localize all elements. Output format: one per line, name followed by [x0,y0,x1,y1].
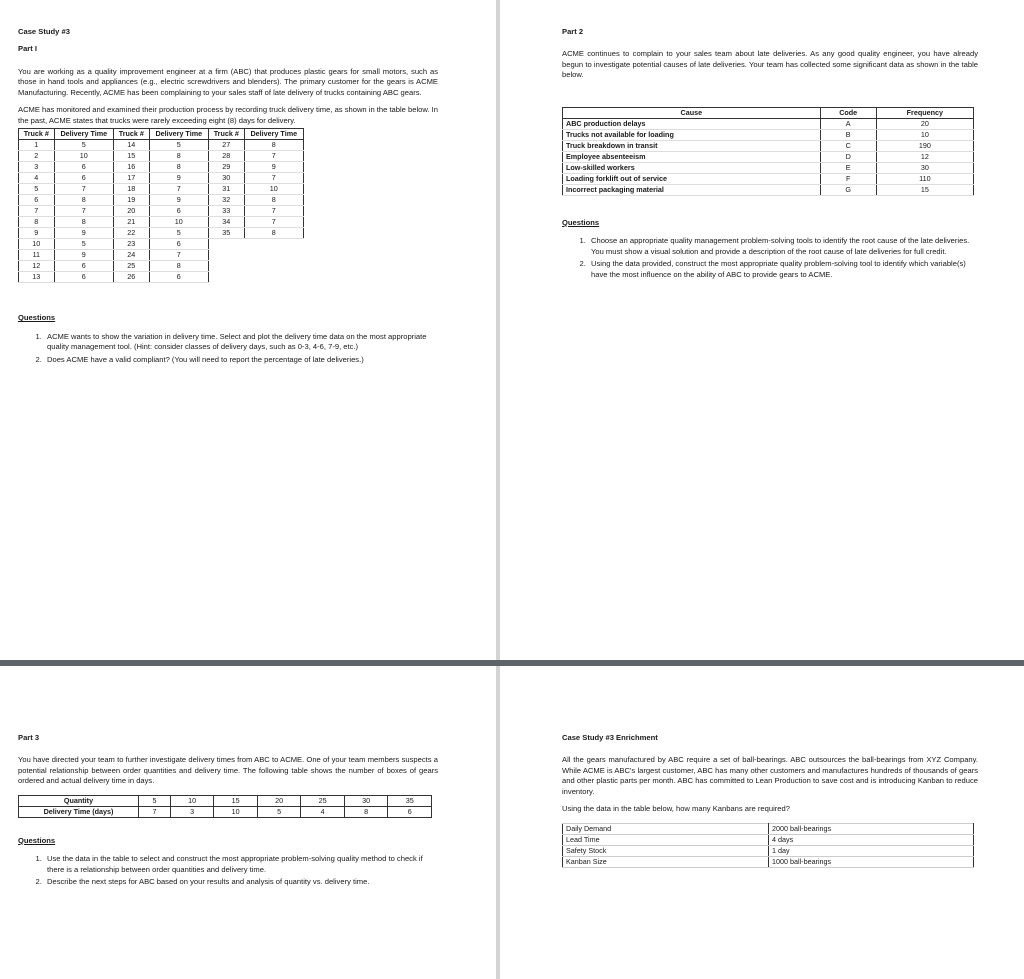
table-cell: 12 [19,261,55,272]
table-cell: 34 [208,217,244,228]
table-cell: 20 [113,206,149,217]
col-header: Cause [563,107,821,118]
table-cell: 15 [876,184,973,195]
list-item: 1. ACME wants to show the variation in delivery time. Select and plot the delivery time data on the most appropriate quality management tool. (Hint: consider classes of delivery days, such as 0-3, 4-6, 7-9, etc.) [44,332,438,353]
table-cell: 6 [149,272,208,283]
table-cell: 33 [208,206,244,217]
table-cell: 4 [19,173,55,184]
table-cell: 27 [208,140,244,151]
table-cell: 10 [149,217,208,228]
enrichment-intro: All the gears manufactured by ABC require a set of ball-bearings. ABC outsources the ball-bearings from XYZ Company. While ACME is ABC's largest customer, ABC has many other customers and manufactures hundreds of thousands of gears and other plastic parts per month. ABC has committed to Lean Production to save cost and is introducing Kanban to reduce inventory. [562,755,978,796]
part2-title: Part 2 [562,27,584,36]
part2-questions-heading: Questions [562,217,600,227]
table-cell: 18 [113,184,149,195]
table-header-row [563,107,974,118]
table-cell: 3 [19,162,55,173]
table-cell: 5 [149,140,208,151]
table-row [19,195,304,206]
row-label: Quantity [19,795,139,806]
empty-cell [208,250,303,261]
table-cell: 8 [244,195,303,206]
table-cell: 190 [876,140,973,151]
table-cell: G [820,184,876,195]
table-row [563,834,974,845]
table-cell: 25 [301,795,345,806]
table-cell: 11 [19,250,55,261]
table-row [19,184,304,195]
row-label: Delivery Time (days) [19,806,139,817]
table-cell: 3 [170,806,214,817]
table-cell: 7 [244,217,303,228]
table-cell: 35 [208,228,244,239]
table-cell: 8 [244,228,303,239]
table-cell: 9 [149,173,208,184]
table-cell: 21 [113,217,149,228]
table-cell: 8 [19,217,55,228]
col-header: Delivery Time [244,129,303,140]
table-cell: 10 [244,184,303,195]
table-cell: 12 [876,151,973,162]
enrichment-question: Using the data in the table below, how many Kanbans are required? [562,804,790,814]
list-item: 2. Describe the next steps for ABC based on your results and analysis of quantity vs. delivery time. [44,877,438,887]
table-cell: 6 [54,261,113,272]
table-cell: Loading forklift out of service [563,173,821,184]
table-cell: E [820,162,876,173]
list-item: 1. Choose an appropriate quality management problem-solving tools to identify the root cause of the late deliveries. You must show a visual solution and provide a description of the root cause of late deliveries for full credit. [588,236,978,257]
empty-cell [208,261,303,272]
table-cell: 7 [244,173,303,184]
table-cell: 8 [344,806,388,817]
table-cell: 13 [19,272,55,283]
part3-intro: You have directed your team to further investigate delivery times from ABC to ACME. One of your team members suspects a potential relationship between order quantities and delivery time. The following table shows the number of boxes of gears ordered and actual delivery time in days. [18,755,438,786]
table-cell: Trucks not available for loading [563,129,821,140]
table-cell: 7 [54,184,113,195]
col-header: Truck # [19,129,55,140]
list-item: 2. Does ACME have a valid compliant? (You will need to report the percentage of late deliveries.) [44,355,438,365]
table-cell: 7 [149,184,208,195]
table-row [563,129,974,140]
table-cell: 6 [54,272,113,283]
part3-question-list [18,854,438,887]
table-cell: 31 [208,184,244,195]
table-cell: 24 [113,250,149,261]
table-cell: Incorrect packaging material [563,184,821,195]
table-cell: 5 [149,228,208,239]
col-header: Delivery Time [149,129,208,140]
table-cell: 5 [257,806,301,817]
table-row [19,140,304,151]
table-cell: 9 [244,162,303,173]
table-cell: 9 [19,228,55,239]
table-cell: 1 day [769,845,974,856]
part1-intro: You are working as a quality improvement engineer at a firm (ABC) that produces plastic gears for small motors, such as those in hand tools and appliances (e.g., electric screwdrivers and blenders). The primary customer for the gears is ACME Manufacturing. Recently, ACME has been complaining to your sales staff of late delivery of trucks containing ABC gears. [18,66,438,97]
table-cell: 9 [149,195,208,206]
table-cell: 15 [113,151,149,162]
table-row [19,272,304,283]
table-cell: Safety Stock [563,845,769,856]
table-cell: 7 [19,206,55,217]
table-cell: A [820,118,876,129]
table-row [563,118,974,129]
table-cell: C [820,140,876,151]
table-cell: 23 [113,239,149,250]
part3-page [18,733,438,890]
table-cell: 15 [214,795,258,806]
table-cell: 6 [54,173,113,184]
table-cell: 7 [54,206,113,217]
table-cell: 4 [301,806,345,817]
table-row [563,173,974,184]
table-row [19,151,304,162]
list-item: 2. Using the data provided, construct the most appropriate quality problem-solving tool to identify which variable(s) have the most influence on the ability of ABC to provide gears to ACME. [588,259,978,280]
quantity-delivery-table [18,795,432,818]
part2-page [562,27,978,282]
part1-questions-heading: Questions [18,313,56,323]
table-cell: 1000 ball-bearings [769,856,974,867]
table-cell: 6 [149,206,208,217]
table-cell: 6 [388,806,432,817]
enrichment-page [562,733,978,868]
table-cell: 1 [19,140,55,151]
table-header-row [19,129,304,140]
table-cell: 6 [149,239,208,250]
table-cell: 35 [388,795,432,806]
table-row [19,228,304,239]
part3-title: Part 3 [18,733,40,742]
table-cell: 9 [54,250,113,261]
table-cell: 25 [113,261,149,272]
col-header: Frequency [876,107,973,118]
table-cell: 17 [113,173,149,184]
part1-question-list [18,332,438,365]
col-header: Code [820,107,876,118]
table-cell: 2 [19,151,55,162]
empty-cell [208,239,303,250]
part1-title: Part I [18,44,37,54]
table-cell: 2000 ball-bearings [769,823,974,834]
part2-question-list [562,236,978,280]
enrichment-title: Case Study #3 Enrichment [562,733,658,742]
table-row [563,151,974,162]
table-cell: Truck breakdown in transit [563,140,821,151]
table-cell: 26 [113,272,149,283]
table-row [19,206,304,217]
table-row [19,239,304,250]
delivery-time-table [18,128,304,283]
table-row [19,217,304,228]
table-cell: 30 [344,795,388,806]
table-cell: 20 [257,795,301,806]
table-cell: 7 [149,250,208,261]
case-study-title: Case Study #3 [18,27,70,36]
part1-monitoring-text: ACME has monitored and examined their production process by recording truck delivery time, as shown in the table below. In the past, ACME states that trucks were rarely exceeding eight (8) days for delivery. [18,105,438,125]
table-cell: 8 [244,140,303,151]
table-cell: 7 [244,206,303,217]
table-cell: Employee absenteeism [563,151,821,162]
table-row [19,795,432,806]
table-cell: 10 [214,806,258,817]
table-cell: 10 [170,795,214,806]
table-cell: 10 [54,151,113,162]
table-row [563,184,974,195]
table-cell: 5 [139,795,171,806]
col-header: Delivery Time [54,129,113,140]
table-cell: 8 [149,151,208,162]
part1-page [18,27,438,367]
table-cell: 29 [208,162,244,173]
table-cell: 7 [244,151,303,162]
table-cell: 32 [208,195,244,206]
table-row [19,806,432,817]
table-row [19,261,304,272]
part3-questions-heading: Questions [18,835,56,845]
table-cell: 4 days [769,834,974,845]
table-cell: 5 [54,140,113,151]
table-row [563,856,974,867]
table-cell: 28 [208,151,244,162]
kanban-table [562,823,974,868]
table-cell: 30 [208,173,244,184]
table-cell: 19 [113,195,149,206]
table-row [19,173,304,184]
table-cell: Daily Demand [563,823,769,834]
table-cell: 16 [113,162,149,173]
table-cell: Lead Time [563,834,769,845]
table-cell: 6 [54,162,113,173]
table-cell: 10 [19,239,55,250]
table-cell: 5 [54,239,113,250]
table-cell: 9 [54,228,113,239]
table-cell: 8 [54,195,113,206]
table-cell: 20 [876,118,973,129]
page-divider-horizontal [0,660,1024,666]
table-cell: Kanban Size [563,856,769,867]
table-cell: ABC production delays [563,118,821,129]
list-item: 1. Use the data in the table to select and construct the most appropriate problem-solving quality method to check if there is a relationship between order quantities and delivery time. [44,854,438,875]
table-row [19,250,304,261]
table-cell: 10 [876,129,973,140]
table-cell: Low-skilled workers [563,162,821,173]
table-cell: 14 [113,140,149,151]
table-row [563,162,974,173]
cause-table [562,107,974,196]
table-cell: D [820,151,876,162]
table-cell: 5 [19,184,55,195]
page-divider-vertical [496,0,500,979]
table-cell: 110 [876,173,973,184]
table-row [563,845,974,856]
table-cell: 8 [54,217,113,228]
part2-intro: ACME continues to complain to your sales team about late deliveries. As any good quality engineer, you have already begun to investigate potential causes of late deliveries. Your team has collected some significant data as shown in the table below. [562,49,978,80]
table-row [563,823,974,834]
table-cell: B [820,129,876,140]
table-cell: 22 [113,228,149,239]
table-cell: F [820,173,876,184]
table-row [19,162,304,173]
table-cell: 8 [149,261,208,272]
table-cell: 7 [139,806,171,817]
empty-cell [208,272,303,283]
table-row [563,140,974,151]
table-cell: 6 [19,195,55,206]
col-header: Truck # [208,129,244,140]
table-cell: 30 [876,162,973,173]
table-cell: 8 [149,162,208,173]
col-header: Truck # [113,129,149,140]
